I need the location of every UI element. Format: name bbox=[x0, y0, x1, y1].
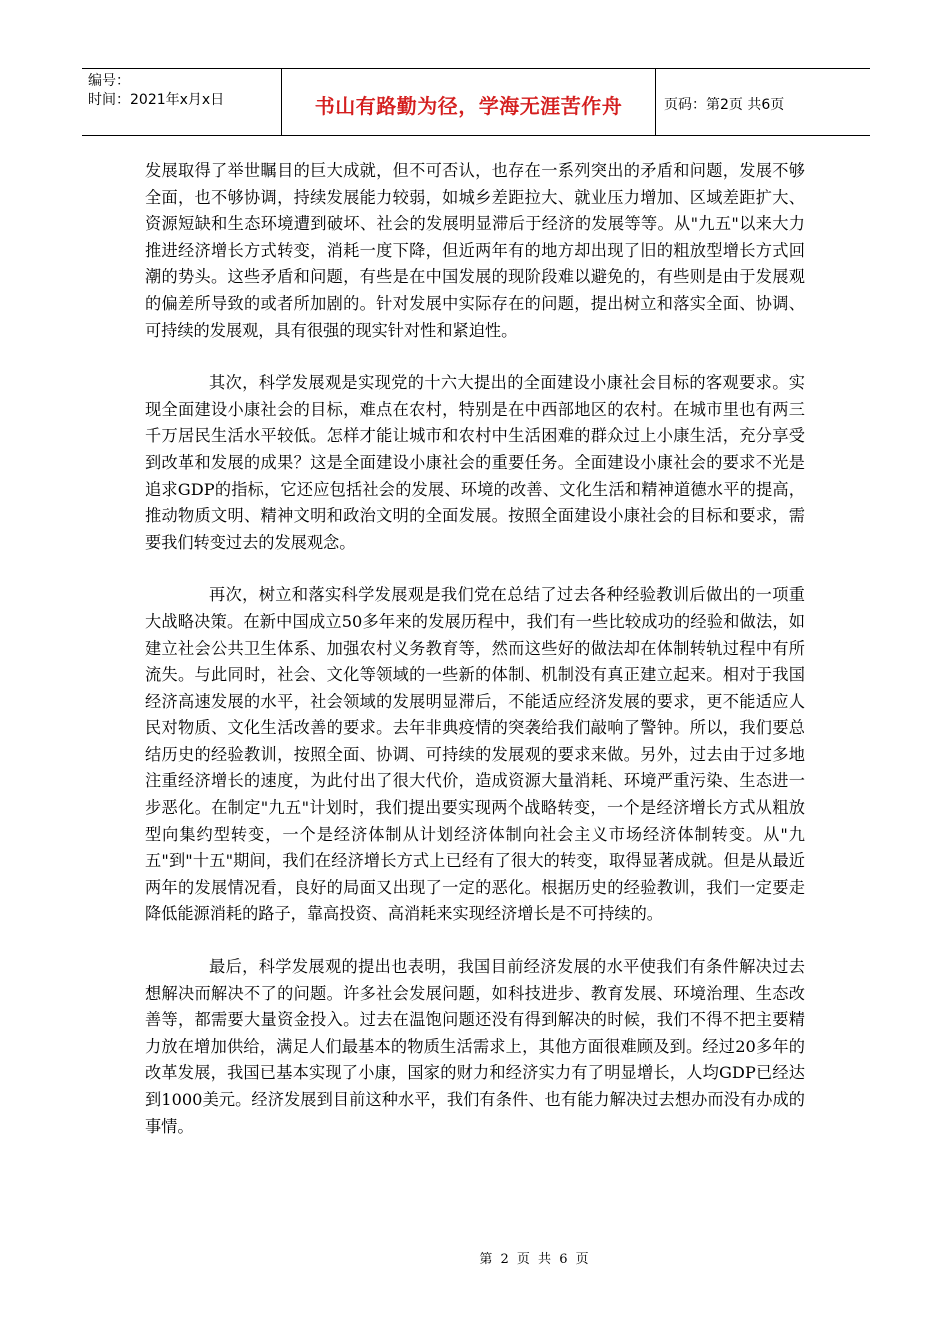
paragraph-continuation: 发展取得了举世瞩目的巨大成就，但不可否认，也存在一系列突出的矛盾和问题，发展不够全面，也不够协调，持续发展能力较弱，如城乡差距拉大、就业压力增加、区域差距扩大、资源短缺和生态环境遭到破坏、社会的发展明显滞后于经济的发展等等。从"九五"以来大力推进经济增长方式转变，消耗一度下降，但近两年有的地方却出现了旧的粗放型增长方式回潮的势头。这些矛盾和问题，有些是在中国发展的现阶段难以避免的，有些则是由于发展观的偏差所导致的或者所加剧的。针对发展中实际存在的问题，提出树立和落实全面、协调、可持续的发展观，具有很强的现实针对性和紧迫性。 bbox=[145, 161, 805, 340]
page-header bbox=[82, 68, 870, 136]
footer-page-number: 第 2 页 共 6 页 bbox=[479, 1252, 591, 1267]
page-footer bbox=[0, 1248, 950, 1267]
paragraph-second: 其次，科学发展观是实现党的十六大提出的全面建设小康社会目标的客观要求。实现全面建设小康社会的目标，难点在农村，特别是在中西部地区的农村。在城市里也有两三千万居民生活水平较低。怎样才能让城市和农村中生活困难的群众过上小康生活，充分享受到改革和发展的成果？这是全面建设小康社会的重要任务。全面建设小康社会的要求不光是追求GDP的指标，它还应包括社会的发展、环境的改善、文化生活和精神道德水平的提高，推动物质文明、精神文明和政治文明的全面发展。按照全面建设小康社会的目标和要求，需要我们转变过去的发展观念。 bbox=[145, 373, 805, 552]
paragraph-fourth: 最后，科学发展观的提出也表明，我国目前经济发展的水平使我们有条件解决过去想解决而解决不了的问题。许多社会发展问题，如科技进步、教育发展、环境治理、生态改善等，都需要大量资金投入。过去在温饱问题还没有得到解决的时候，我们不得不把主要精力放在增加供给，满足人们最基本的物质生活需求上，其他方面很难顾及到。经过20多年的改革发展，我国已基本实现了小康，国家的财力和经济实力有了明显增长，人均GDP已经达到1000美元。经济发展到目前这种水平，我们有条件、也有能力解决过去想办而没有办成的事情。 bbox=[145, 957, 805, 1136]
header-motto: 书山有路勤为径，学海无涯苦作舟 bbox=[282, 69, 656, 135]
date-label: 时间：2021年x月x日 bbox=[88, 92, 225, 108]
number-label: 编号： bbox=[88, 73, 130, 89]
header-meta bbox=[82, 69, 282, 135]
header-page-number: 页码：第2页 共6页 bbox=[664, 97, 785, 113]
paragraph-third: 再次，树立和落实科学发展观是我们党在总结了过去各种经验教训后做出的一项重大战略决策。在新中国成立50多年来的发展历程中，我们有一些比较成功的经验和做法，如建立社会公共卫生体系、加强农村义务教育等，然而这些好的做法却在体制转轨过程中有所流失。与此同时，社会、文化等领域的一些新的体制、机制没有真正建立起来。相对于我国经济高速发展的水平，社会领域的发展明显滞后，不能适应经济发展的要求，更不能适应人民对物质、文化生活改善的要求。去年非典疫情的突袭给我们敲响了警钟。所以，我们要总结历史的经验教训，按照全面、协调、可持续的发展观的要求来做。另外，过去由于过多地注重经济增长的速度，为此付出了很大代价，造成资源大量消耗、环境严重污染、生态进一步恶化。在制定"九五"计划时，我们提出要实现两个战略转变，一个是经济增长方式从粗放型向集约型转变，一个是经济体制从计划经济体制向社会主义市场经济体制转变。从"九五"到"十五"期间，我们在经济增长方式上已经有了很大的转变，取得显著成就。但是从最近两年的发展情况看，良好的局面又出现了一定的恶化。根据历史的经验教训，我们一定要走降低能源消耗的路子，靠高投资、高消耗来实现经济增长是不可持续的。 bbox=[145, 585, 805, 924]
document-body bbox=[145, 158, 805, 1166]
